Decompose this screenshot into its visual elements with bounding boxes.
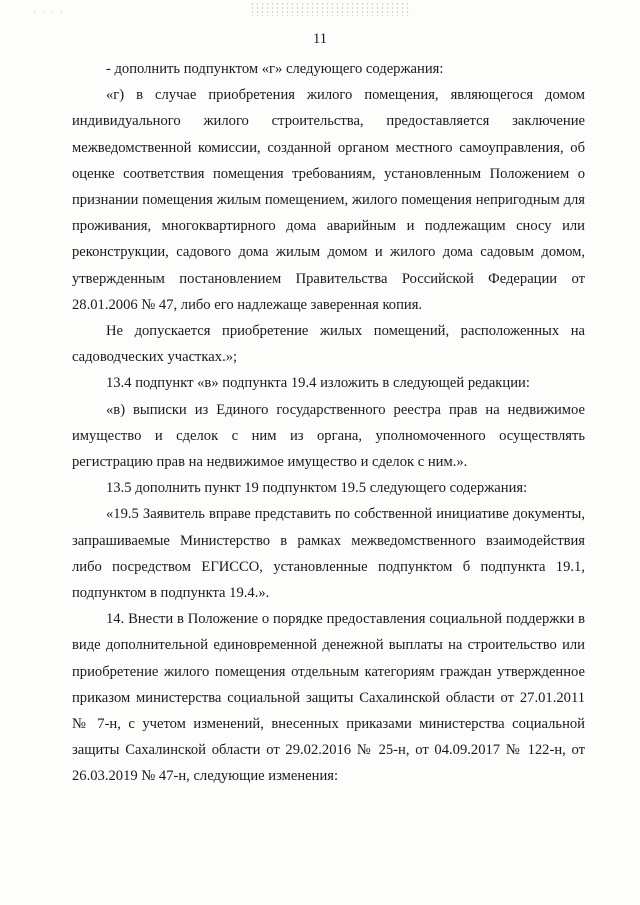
page-number: 11 <box>313 31 327 47</box>
paragraph: «19.5 Заявитель вправе представить по собственной инициативе документы, запрашиваемые Министерство в рамках межведомственного взаимодействия либо посредством ЕГИССО, установленные подпунктом б подпункта 19.1, подпунктом в подпункта 19.4.». <box>72 506 585 602</box>
paragraph: 14. Внести в Положение о порядке предоставления социальной поддержки в виде дополнительной единовременной денежной выплаты на строительство или приобретение жилого помещения отдельным категориям граждан утвержденное приказом министерства социальной защиты Сахалинской области от 27.01.2011 № 7-н, с учетом изменений, внесенных приказами министерства социальной защиты Сахалинской области от 29.02.2016 № 25-н, от 04.09.2017 № 122-н, от 26.03.2019 № 47-н, следующие изменения: <box>72 611 585 785</box>
paragraph: 13.4 подпункт «в» подпункта 19.4 изложить в следующей редакции: <box>106 375 530 392</box>
paragraph: - дополнить подпунктом «г» следующего содержания: <box>106 61 444 77</box>
paragraph: Не допускается приобретение жилых помещений, расположенных на садоводческих участках.»; <box>72 323 585 366</box>
paragraph: «г) в случае приобретения жилого помещения, являющегося домом индивидуального жилого строительства, предоставляется заключение межведомственной комиссии, созданной органом местного самоуправления, об оценке соответствия помещения требованиям, установленным Положением о признании помещения жилым помещением, жилого помещения непригодным для проживания, многоквартирного дома аварийным и подлежащим сносу или реконструкции, садового дома жилым домом и жилого дома садовым домом, утвержденным постановлением Правительства Российской Федерации от 28.01.2006 № 47, либо его надлежаще заверенная копия. <box>72 87 585 313</box>
paragraph: 13.5 дополнить пункт 19 подпунктом 19.5 следующего содержания: <box>106 480 528 497</box>
paragraph: «в) выписки из Единого государственного реестра прав на недвижимое имущество и сделок с ним из органа, уполномоченного осуществлять регистрацию прав на недвижимое имущество и сделок с ним.». <box>72 401 585 471</box>
scan-artifact <box>30 10 70 16</box>
scan-artifact <box>250 2 410 16</box>
document-body <box>72 56 585 790</box>
